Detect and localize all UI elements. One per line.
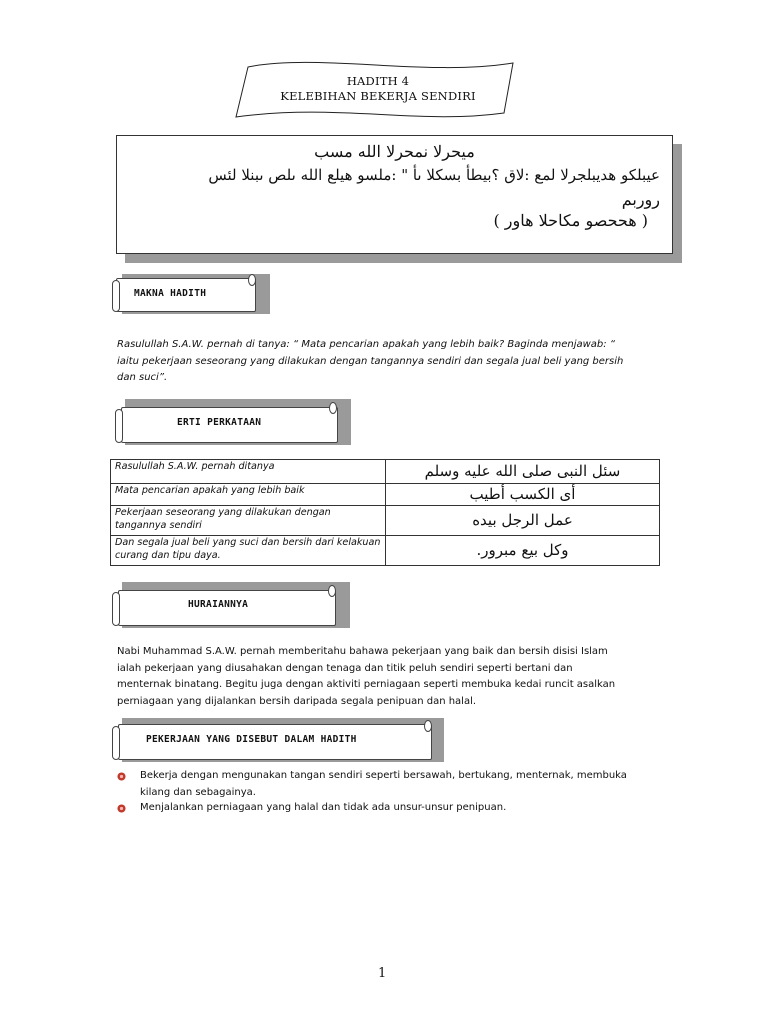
table-cell-arabic: سئل النبى صلى الله عليه وسلم [386, 460, 660, 484]
basmalah: ميحرلا نمحرلا الله مسب [314, 142, 475, 161]
section-title-huraian: HURAIANNYA [188, 599, 249, 610]
section-title-erti: ERTI PERKATAAN [177, 417, 262, 428]
bullet-item [140, 800, 660, 817]
flower-bullet-icon [117, 804, 126, 813]
banner-subtitle: KELEBIHAN BEKERJA SENDIRI [280, 89, 476, 103]
table-cell-malay: Mata pencarian apakah yang lebih baik [111, 484, 386, 506]
huraian-line: ialah pekerjaan yang diusahakan dengan tenaga dan titik peluh sendiri seperti bertani dan [117, 662, 573, 674]
bullet-text: Menjalankan perniagaan yang halal dan tidak ada unsur-unsur penipuan. [140, 802, 507, 813]
table-cell-arabic: وكل بيع مبرور. [386, 536, 660, 566]
huraian-paragraph [117, 644, 657, 710]
flower-bullet-icon [117, 772, 126, 781]
table-row [111, 506, 660, 536]
section-header-erti [115, 397, 351, 449]
makna-line: iaitu pekerjaan seseorang yang dilakukan dengan tangannya sendiri dan segala jual beli yang bersih [117, 355, 624, 367]
hadith-line-2: روربم [621, 190, 660, 209]
table-row [111, 536, 660, 566]
bullet-text: Bekerja dengan mengunakan tangan sendiri seperti bersawah, bertukang, menternak, membuka [140, 770, 627, 781]
makna-line: dan suci”. [117, 372, 168, 383]
erti-perkataan-table [110, 459, 660, 566]
hadith-source: ( هححصو مكاحلا هاور ) [493, 211, 648, 230]
makna-line: Rasulullah S.A.W. pernah di tanya: “ Mata pencarian apakah yang lebih baik? Baginda menjawab: “ [117, 339, 616, 350]
section-title-pekerjaan: PEKERJAAN YANG DISEBUT DALAM HADITH [146, 734, 357, 745]
section-header-huraian [112, 580, 350, 632]
huraian-line: Nabi Muhammad S.A.W. pernah memberitahu bahawa pekerjaan yang baik dan bersih disisi Islam [117, 646, 608, 657]
section-header-pekerjaan [112, 716, 444, 766]
section-header-makna [112, 268, 270, 318]
hadith-arabic-box [116, 135, 673, 254]
table-row [111, 460, 660, 484]
makna-paragraph [117, 337, 662, 387]
table-cell-malay: Pekerjaan seseorang yang dilakukan dengan tangannya sendiri [111, 506, 386, 536]
hadith-line-1: عيبلكو هديبلجرلا لمع :لاق ؟بيطأ بسكلا ىأ " :ملسو هيلع الله ىلص ىبنلا لئس [208, 166, 660, 184]
table-cell-arabic: أى الكسب أطيب [386, 484, 660, 506]
banner-title: HADITH 4 [346, 74, 410, 88]
section-title-makna: MAKNA HADITH [134, 288, 207, 299]
page-number: 1 [378, 966, 387, 981]
title-banner [228, 55, 528, 125]
table-row [111, 484, 660, 506]
huraian-line: menternak binatang. Begitu juga dengan aktiviti perniagaan seperti membuka kedai runcit asalkan [117, 679, 616, 690]
table-cell-malay: Rasulullah S.A.W. pernah ditanya [111, 460, 386, 484]
bullet-item [140, 768, 660, 801]
huraian-line: perniagaan yang dijalankan bersih daripada segala penipuan dan halal. [117, 695, 477, 707]
table-cell-arabic: عمل الرجل بيده [386, 506, 660, 536]
bullet-text: kilang dan sebagainya. [140, 786, 256, 798]
table-cell-malay: Dan segala jual beli yang suci dan bersih dari kelakuan curang dan tipu daya. [111, 536, 386, 566]
